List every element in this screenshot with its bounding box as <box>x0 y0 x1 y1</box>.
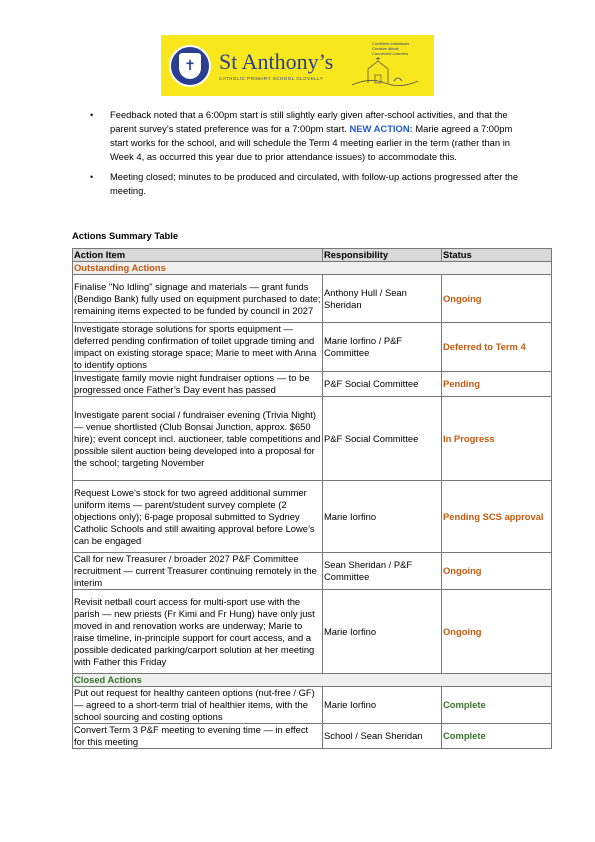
section-row-outstanding <box>73 262 552 275</box>
table-row <box>73 481 552 553</box>
table-row <box>73 553 552 590</box>
action-item-cell: Revisit netball court access for multi-sport use with the parish — new priests (Fr Kimi and Fr Hung) have only just moved in and renovation works are underway; Marie to raise timeline, in-principle support for court access, and a possible dedicated parking/carport solution at her meeting with Father this Friday <box>73 590 323 674</box>
action-item-cell: Put out request for healthy canteen options (nut-free / GF) — agreed to a short-term trial of healthier items, with the school sourcing and costing options <box>73 687 323 724</box>
table-row <box>73 372 552 397</box>
minutes-bullet-list <box>90 108 530 204</box>
section-label: Closed Actions <box>73 674 552 687</box>
bullet-icon: • <box>90 110 94 120</box>
responsibility-cell: P&F Social Committee <box>323 372 442 397</box>
school-motto: Confident Individuals Creative Minds Connected Learners <box>372 41 410 56</box>
table-row <box>73 687 552 724</box>
bullet-icon: • <box>90 172 94 182</box>
school-logo-text <box>219 50 333 81</box>
bullet-text: Meeting closed; minutes to be produced and circulated, with follow-up actions progressed after the meeting. <box>110 171 519 196</box>
responsibility-cell: Marie Iorfino <box>323 687 442 724</box>
action-item-cell: Convert Term 3 P&F meeting to evening time — in effect for this meeting <box>73 724 323 749</box>
status-cell: Ongoing <box>442 275 552 323</box>
table-title: Actions Summary Table <box>72 230 179 241</box>
table-row <box>73 397 552 481</box>
bullet-text: Marie agreed a 7:00pm start works for the school, and will schedule the Term 4 meeting earlier in the term (rather than in Week 4, as occurred this year due to prior attendance issues) to accommodate this. <box>110 123 513 162</box>
column-header-status: Status <box>442 249 552 262</box>
column-header-responsibility: Responsibility <box>323 249 442 262</box>
motto-graphic <box>346 39 426 92</box>
status-cell: Deferred to Term 4 <box>442 323 552 372</box>
status-cell: Pending SCS approval <box>442 481 552 553</box>
status-cell: Ongoing <box>442 590 552 674</box>
school-crest-icon: ✝ <box>169 45 211 87</box>
status-cell: Pending <box>442 372 552 397</box>
school-subtitle: CATHOLIC PRIMARY SCHOOL CLOVELLY <box>219 76 324 81</box>
table-row <box>73 724 552 749</box>
actions-summary-table <box>72 248 552 749</box>
responsibility-cell: Marie Iorfino <box>323 590 442 674</box>
school-name: St Anthony’s <box>219 49 334 74</box>
list-item <box>90 108 530 164</box>
action-item-cell: Investigate storage solutions for sports equipment — deferred pending confirmation of toilet upgrade timing and impact on existing storage space; Marie to meet with Anna to identify options <box>73 323 323 372</box>
table-header-row <box>73 249 552 262</box>
list-item <box>90 170 530 198</box>
church-sketch-icon <box>350 57 420 89</box>
table-row <box>73 275 552 323</box>
bullet-text: Feedback noted that a 6:00pm start is still slightly early given after-school activities, and that the parent survey’s stated preference was for a 7:00pm start. <box>110 109 508 134</box>
action-item-cell: Investigate family movie night fundraiser options — to be progressed once Father’s Day event has passed <box>73 372 323 397</box>
action-item-cell: Investigate parent social / fundraiser evening (Trivia Night) — venue shortlisted (Club Bonsai Junction, approx. $650 hire); event concept incl. auctioneer, table competitions and possible silent auction being developed into a proposal for the school; targeting November <box>73 397 323 481</box>
action-item-cell: Request Lowe’s stock for two agreed additional summer uniform items — parent/student survey complete (2 objections only); 6-page proposal submitted to Sydney Catholic Schools and still awaiting approval before Lowe’s can be engaged <box>73 481 323 553</box>
table-row <box>73 590 552 674</box>
responsibility-cell: Marie Iorfino / P&F Committee <box>323 323 442 372</box>
action-item-cell: Call for new Treasurer / broader 2027 P&F Committee recruitment — current Treasurer continuing remotely in the interim <box>73 553 323 590</box>
column-header-action-item: Action Item <box>73 249 323 262</box>
action-item-cell: Finalise "No Idling" signage and materials — grant funds (Bendigo Bank) fully used on equipment purchased to date; remaining items expected to be funded by council in 2027 <box>73 275 323 323</box>
new-action-label: NEW ACTION: <box>349 123 413 134</box>
responsibility-cell: Marie Iorfino <box>323 481 442 553</box>
table-row <box>73 323 552 372</box>
responsibility-cell: P&F Social Committee <box>323 397 442 481</box>
status-cell: Ongoing <box>442 553 552 590</box>
status-cell: In Progress <box>442 397 552 481</box>
school-banner <box>161 35 434 96</box>
section-row-closed <box>73 674 552 687</box>
responsibility-cell: Anthony Hull / Sean Sheridan <box>323 275 442 323</box>
status-cell: Complete <box>442 687 552 724</box>
status-cell: Complete <box>442 724 552 749</box>
responsibility-cell: School / Sean Sheridan <box>323 724 442 749</box>
responsibility-cell: Sean Sheridan / P&F Committee <box>323 553 442 590</box>
section-label: Outstanding Actions <box>73 262 552 275</box>
